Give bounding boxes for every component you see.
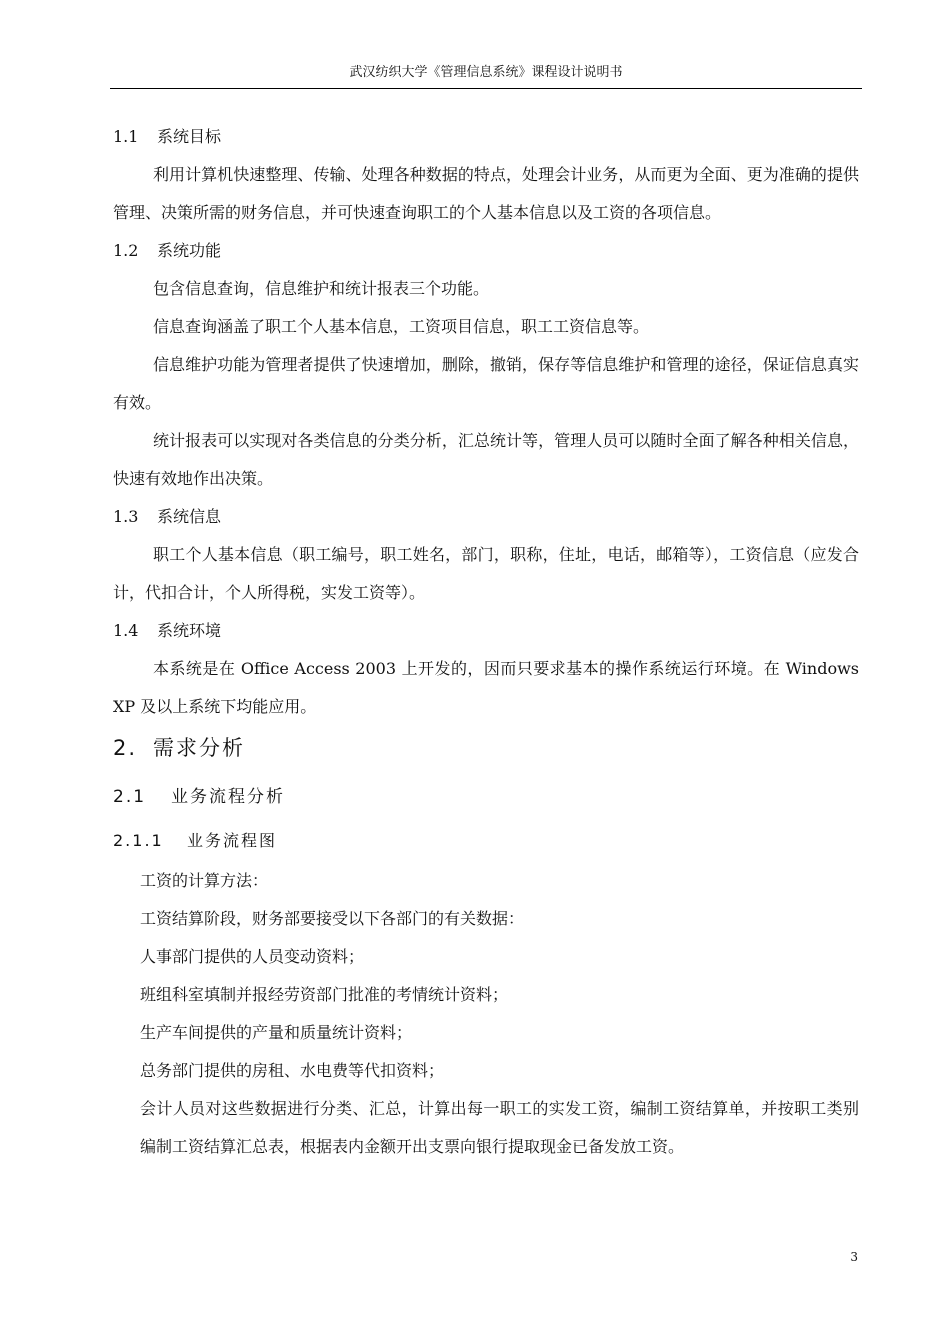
section-heading-1-1 xyxy=(113,118,859,156)
section-title: 系统功能 xyxy=(157,241,222,260)
subsection-heading-2-1-1 xyxy=(113,820,859,862)
section-heading-1-2 xyxy=(113,232,859,270)
paragraph-info-maintenance: 信息维护功能为管理者提供了快速增加，删除，撤销，保存等信息维护和管理的途径，保证信息真实有效。 xyxy=(113,355,859,412)
section-number: 1.2 xyxy=(113,241,139,260)
section-title: 系统环境 xyxy=(157,621,222,640)
page-header: 武汉纺织大学《管理信息系统》课程设计说明书 xyxy=(349,65,623,80)
paragraph-system-goal: 利用计算机快速整理、传输、处理各种数据的特点，处理会计业务，从而更为全面、更为准确的提供管理、决策所需的财务信息，并可快速查询职工的个人基本信息以及工资的各项信息。 xyxy=(113,165,859,222)
process-line: 人事部门提供的人员变动资料； xyxy=(140,947,365,966)
paragraph-system-environment: 本系统是在 Office Access 2003 上开发的，因而只要求基本的操作系统运行环境。在 Windows XP 及以上系统下均能应用。 xyxy=(113,659,859,716)
chapter-number: 2. xyxy=(113,736,138,760)
paragraph-info-query: 信息查询涵盖了职工个人基本信息，工资项目信息，职工工资信息等。 xyxy=(153,317,650,336)
section-number: 1.3 xyxy=(113,507,139,526)
header-divider xyxy=(110,88,862,89)
process-line: 工资的计算方法： xyxy=(140,871,269,890)
section-title: 系统信息 xyxy=(157,507,222,526)
section-title: 业务流程分析 xyxy=(171,787,285,807)
section-heading-1-3 xyxy=(113,498,859,536)
process-line: 工资结算阶段，财务部要接受以下各部门的有关数据： xyxy=(140,909,525,928)
paragraph-statistics-report: 统计报表可以实现对各类信息的分类分析，汇总统计等，管理人员可以随时全面了解各种相关信息，快速有效地作出决策。 xyxy=(113,431,859,488)
section-heading-2-1 xyxy=(113,774,859,820)
process-line: 会计人员对这些数据进行分类、汇总，计算出每一职工的实发工资，编制工资结算单，并按职工类别编制工资结算汇总表，根据表内金额开出支票向银行提取现金已备发放工资。 xyxy=(140,1099,859,1156)
paragraph-functions-overview: 包含信息查询，信息维护和统计报表三个功能。 xyxy=(153,279,490,298)
page-number: 3 xyxy=(850,1250,858,1264)
document-body xyxy=(113,118,859,1166)
section-heading-1-4 xyxy=(113,612,859,650)
section-number: 2.1 xyxy=(113,787,147,807)
subsection-number: 2.1.1 xyxy=(113,831,164,850)
process-line: 班组科室填制并报经劳资部门批准的考情统计资料； xyxy=(140,985,509,1004)
process-line: 总务部门提供的房租、水电费等代扣资料； xyxy=(140,1061,445,1080)
section-number: 1.1 xyxy=(113,127,139,146)
chapter-title: 需求分析 xyxy=(153,736,245,760)
paragraph-system-info: 职工个人基本信息（职工编号，职工姓名，部门，职称，住址，电话，邮箱等），工资信息（应发合计，代扣合计，个人所得税，实发工资等）。 xyxy=(113,545,859,602)
subsection-title: 业务流程图 xyxy=(187,831,278,850)
section-title: 系统目标 xyxy=(157,127,222,146)
process-line: 生产车间提供的产量和质量统计资料； xyxy=(140,1023,413,1042)
section-number: 1.4 xyxy=(113,621,139,640)
business-process-block xyxy=(113,862,859,1166)
chapter-heading-2 xyxy=(113,726,859,774)
